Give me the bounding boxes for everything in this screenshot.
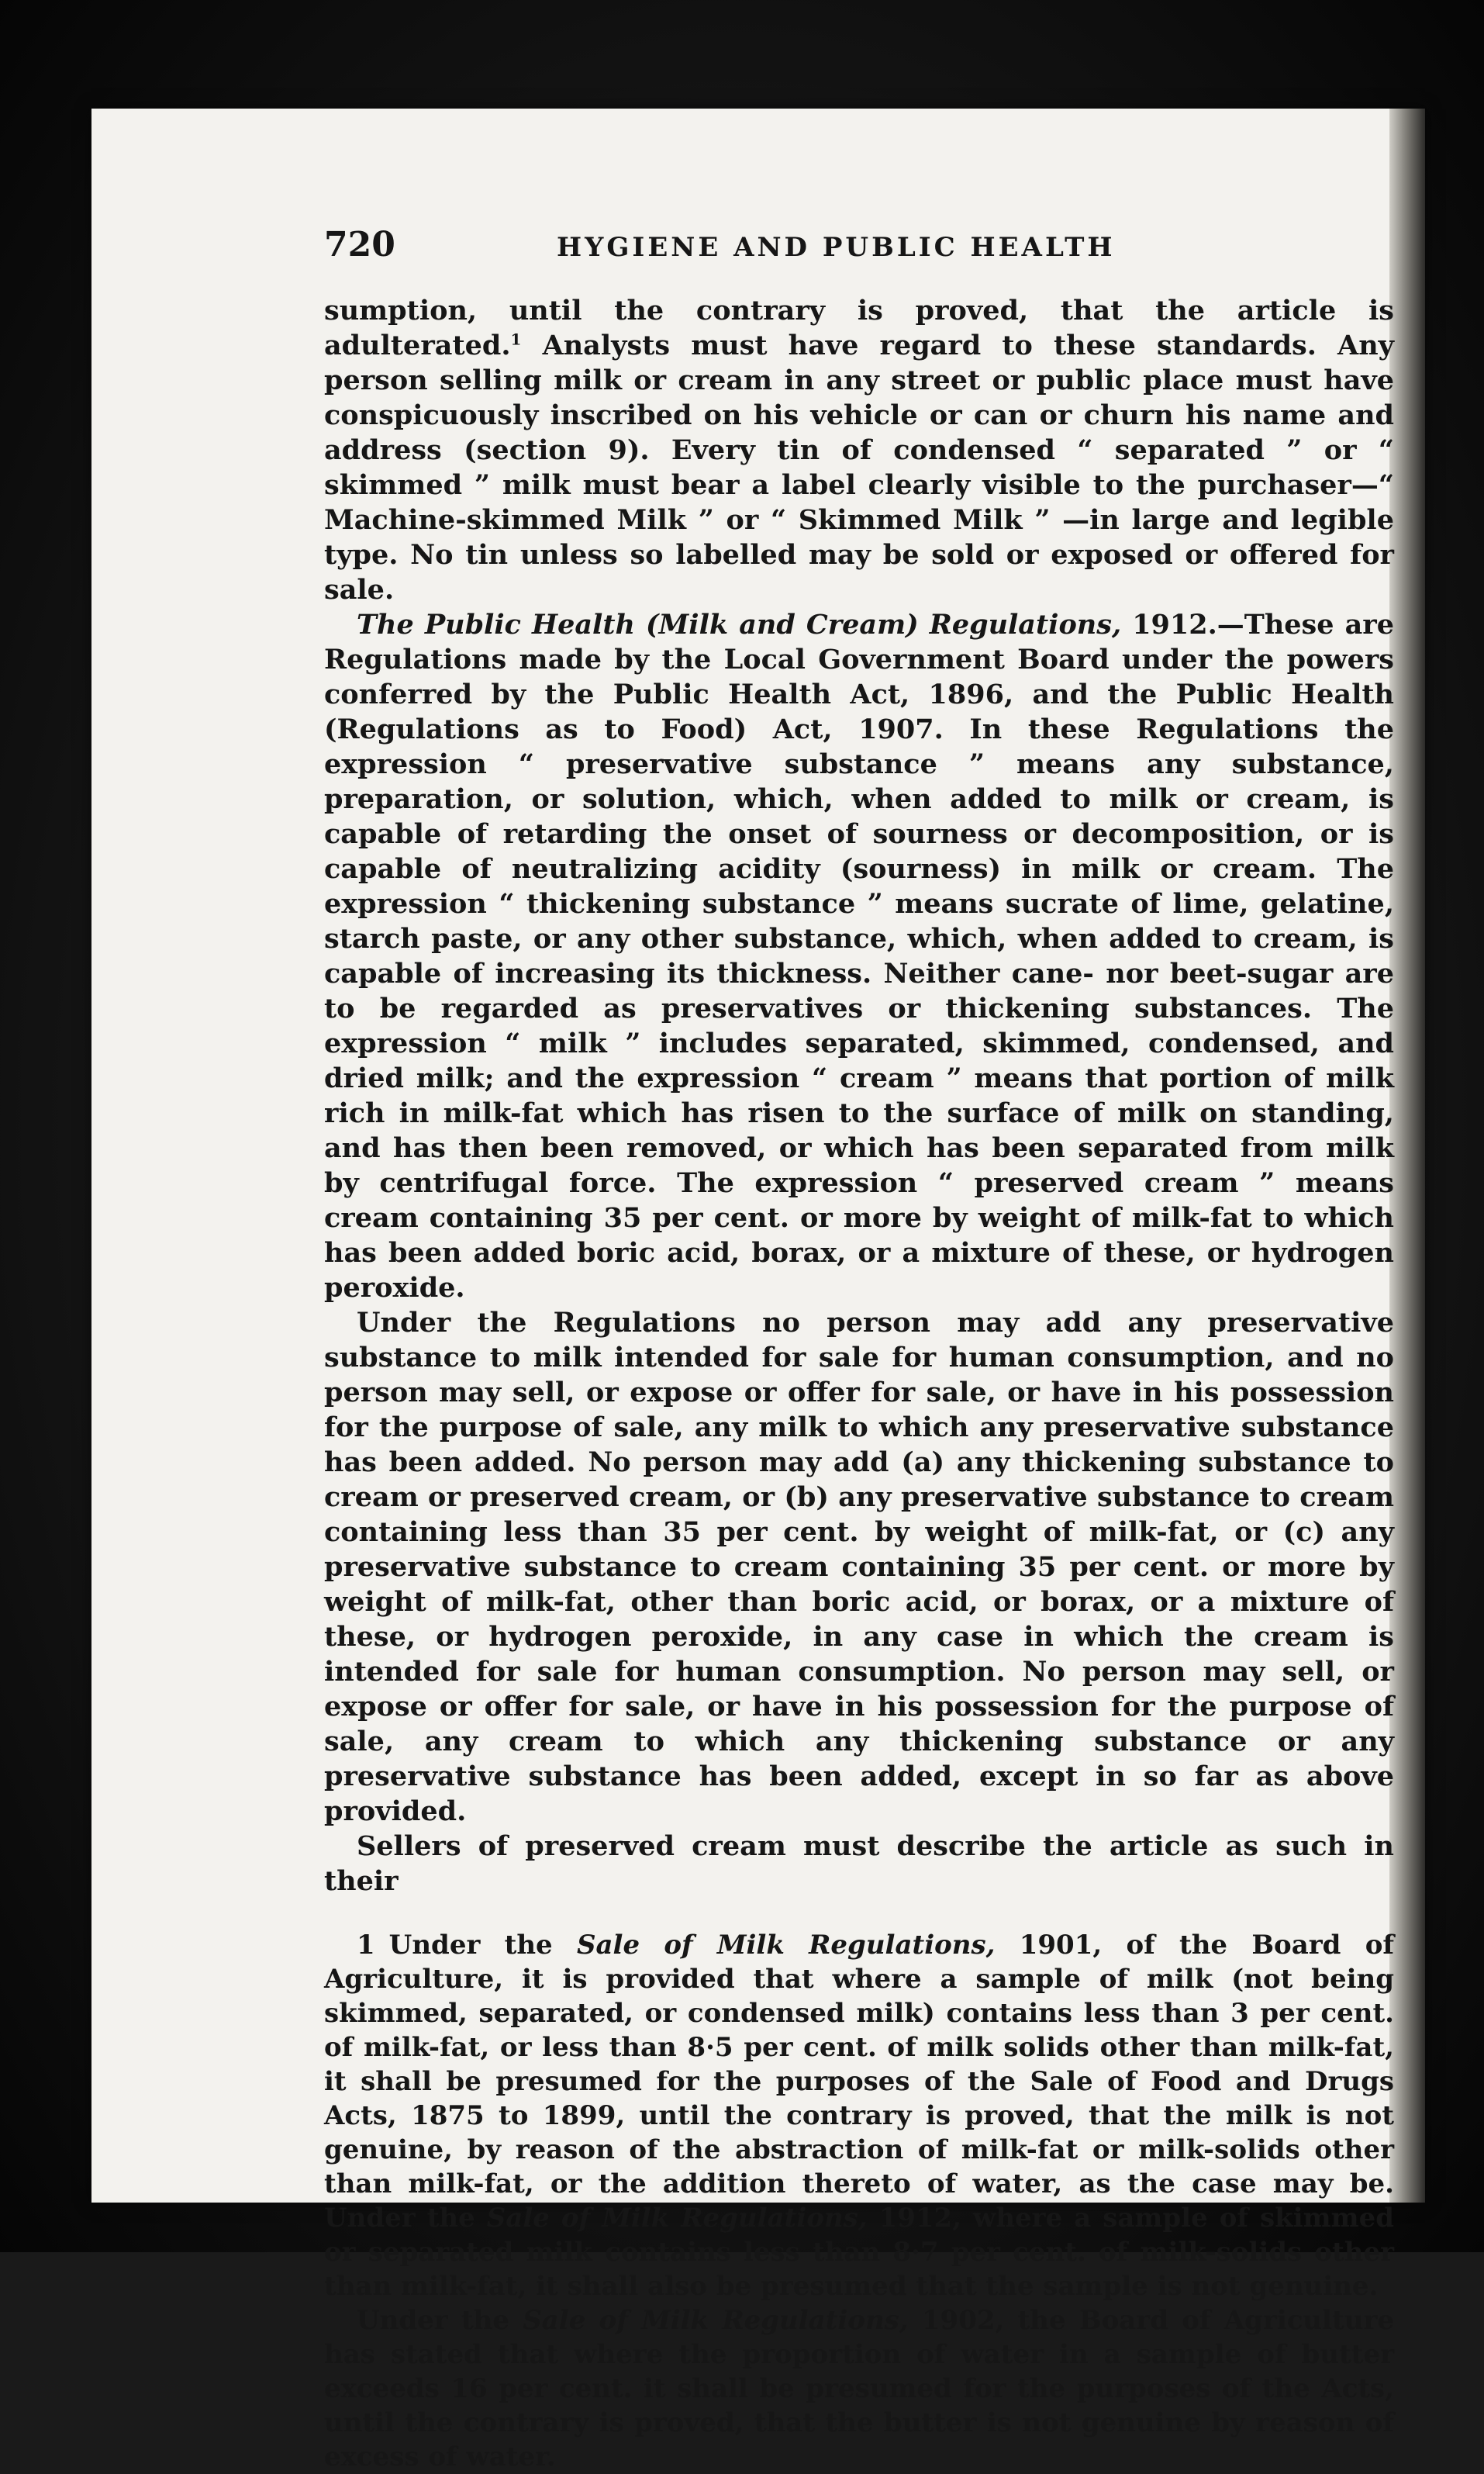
paragraph-1-continued-text: Analysts must have regard to these standards. Any person selling milk or cream in any street or public place must have conspicuously inscribed on his vehicle or can or churn his name and address (section 9). Every tin of condensed “ separated ” or “ skimmed ” milk must bear a label clearly visible to the purchaser—“ Machine-skimmed Milk ” or “ Skimmed Milk ” —in large and legible type. No tin unless so labelled may be sold or exposed or offered for sale.	[324, 330, 1394, 606]
running-head	[324, 225, 1394, 271]
regulations-title: The Public Health (Milk and Cream) Regulations,	[357, 609, 1122, 641]
paragraph-4-text: Sellers of preserved cream must describe the article as such in their	[324, 1830, 1394, 1897]
footnote-1-marker: 1	[357, 1930, 375, 1961]
page-binding-edge	[1389, 109, 1425, 2203]
footnote-2-title: Sale of Milk Regulations,	[523, 2305, 909, 2336]
body-text	[324, 293, 1394, 1899]
paragraph-3-text: Under the Regulations no person may add any preservative substance to milk intended for sale for human consumption, and no person may sell, or expose or offer for sale, or have in his possession for the purpose of sale, any milk to which any preservative substance has been added. No person may add (a) any thickening substance to cream or preserved cream, or (b) any preservative substance to cream containing less than 35 per cent. by weight of milk-fat, or (c) any preservative substance to cream containing 35 per cent. or more by weight of milk-fat, other than boric acid, or borax, or a mixture of these, or hydrogen peroxide, in any case in which the cream is intended for sale for human consumption. No person may sell, or expose or offer for sale, or have in his possession for the purpose of sale, any cream to which any thickening substance or any preservative substance has been added, except in so far as above provided.	[324, 1307, 1394, 1827]
page-content	[324, 225, 1394, 2474]
paragraph-2-text: —These are Regulations made by the Local Government Board under the powers conferred by the Public Health Act, 1896, and the Public Health (Regulations as to Food) Act, 1907. In these Regulations the expression “ preservative substance ” means any substance, preparation, or solution, which, when added to milk or cream, is capable of retarding the onset of sourness or decomposition, or is capable of neutralizing acidity (sourness) in milk or cream. The expression “ thickening substance ” means sucrate of lime, gelatine, starch paste, or any other substance, which, when added to cream, is capable of increasing its thickness. Neither cane- nor beet-sugar are to be regarded as preservatives or thickening substances. The expression “ milk ” includes separated, skimmed, condensed, and dried milk; and the expression “ cream ” means that portion of milk rich in milk-fat which has risen to the surface of milk on standing, and has then been removed, or which has been separated from milk by centrifugal force. The expression “ preserved cream ” means cream containing 35 per cent. or more by weight of milk-fat to which has been added boric acid, borax, or a mixture of these, or hydrogen peroxide.	[324, 609, 1394, 1304]
footnote-2-text-b: 1902, the Board of Agriculture has stated that where the proportion of water in a sample of butter exceeds 16 per cent. it shall be presumed for the purposes of the Acts, until the contrary is proved, that the butter is not genuine by reason of excess of water.	[324, 2305, 1395, 2472]
footnote-1	[324, 1928, 1394, 2303]
footnote-1-title-1: Sale of Milk Regulations,	[576, 1930, 996, 1961]
footnote-1-text-b: 1901, of the Board of Agriculture, it is provided that where a sample of milk (not being skimmed, separated, or condensed milk) contains less than 3 per cent. of milk-fat, or less than 8·5 per cent. of milk solids other than milk-fat, it shall be presumed for the purposes of the Sale of Food and Drugs Acts, 1875 to 1899, until the contrary is proved, that the milk is not genuine, by reason of the abstraction of milk-fat or milk-solids other than milk-fat, or the addition thereto of water, as the case may be. Under the	[324, 1930, 1395, 2234]
running-head-title: HYGIENE AND PUBLIC HEALTH	[557, 232, 1116, 263]
footnotes	[324, 1928, 1394, 2474]
paragraph-1-text: sumption, until the contrary is proved, that the article is adulterated.	[324, 295, 1394, 361]
page-number: 720	[324, 225, 395, 264]
footnote-1-text-c: 1912, where a sample of skimmed or separated milk contains less than 8·7 per cent. of milk-solids other than milk-fat, it shall also be presumed that the sample is not genuine.	[324, 2203, 1395, 2302]
footnote-1-title-2: Sale of Milk Regulations,	[486, 2203, 868, 2234]
footnote-1-text-a: Under the	[388, 1930, 577, 1961]
regulations-year: 1912.	[1121, 609, 1217, 641]
paragraph-under-regulations	[324, 1305, 1394, 1829]
footnote-2	[324, 2303, 1394, 2474]
paragraph-regulations-1912	[324, 607, 1394, 1305]
footnote-reference: 1	[510, 330, 522, 349]
book-page	[91, 109, 1425, 2472]
paragraph-sellers	[324, 1829, 1394, 1899]
footnote-2-text-a: Under the	[357, 2305, 523, 2336]
paragraph-continuation	[324, 293, 1394, 607]
footnote-separator	[324, 1899, 1394, 1928]
